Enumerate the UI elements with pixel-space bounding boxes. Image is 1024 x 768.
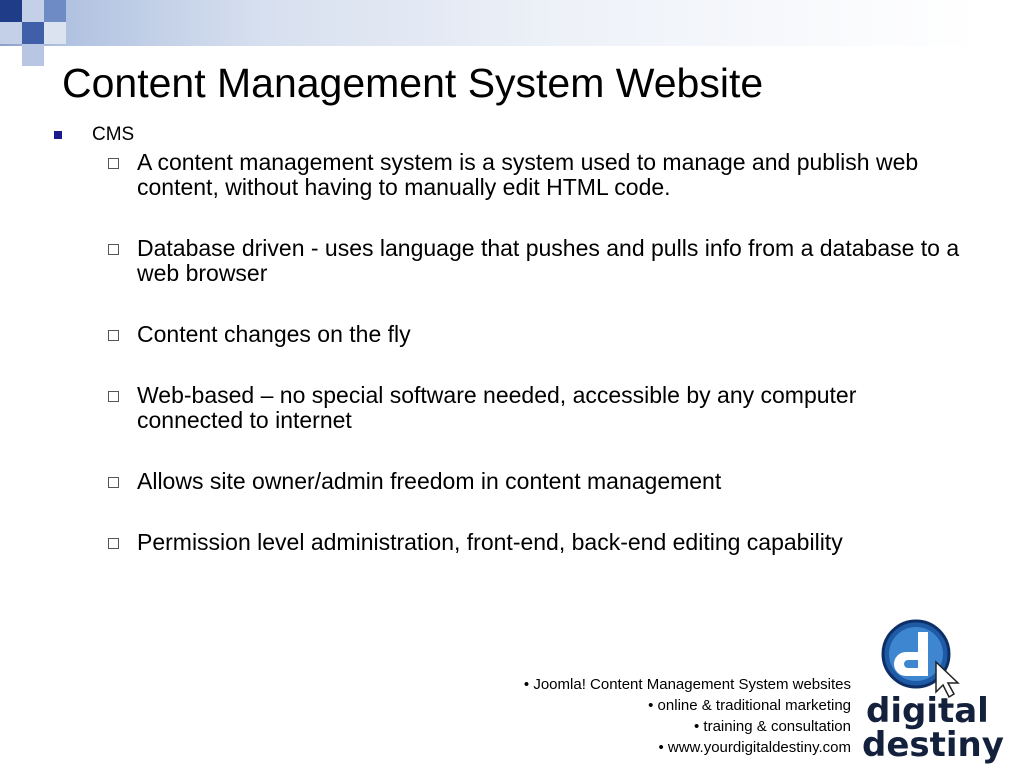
header-gradient-bar xyxy=(0,0,1024,46)
list-item-text: Web-based – no special software needed, accessible by any computer connected to internet xyxy=(137,382,857,433)
footer-line: • Joomla! Content Management System websites xyxy=(523,676,851,693)
decor-square xyxy=(22,44,44,66)
list-item xyxy=(104,383,964,469)
decor-square xyxy=(44,0,66,22)
list-item-text: Allows site owner/admin freedom in content management xyxy=(137,468,722,494)
decor-square xyxy=(22,22,44,44)
footer-line: • www.yourdigitaldestiny.com xyxy=(658,739,851,756)
hollow-square-bullet-icon xyxy=(108,244,119,255)
list-item xyxy=(104,530,964,570)
d-letter-circle-with-cursor-icon xyxy=(883,621,958,697)
logo-word-digital: digital xyxy=(866,691,989,731)
level1-label: CMS xyxy=(92,124,135,145)
list-item-text: Permission level administration, front-end, back-end editing capability xyxy=(137,529,843,555)
decor-square xyxy=(44,22,66,44)
hollow-square-bullet-icon xyxy=(108,477,119,488)
slide-title: Content Management System Website xyxy=(62,60,764,106)
footer-tagline xyxy=(524,674,851,758)
decor-square xyxy=(0,0,22,22)
bullet-list xyxy=(104,150,964,570)
footer-line: • training & consultation xyxy=(693,718,851,735)
list-item xyxy=(104,469,964,530)
list-item-text: Content changes on the fly xyxy=(137,321,411,347)
decor-square xyxy=(22,0,44,22)
footer-line: • online & traditional marketing xyxy=(648,697,851,714)
hollow-square-bullet-icon xyxy=(108,391,119,402)
list-item-text: Database driven - uses language that pushes and pulls info from a database to a web browser xyxy=(137,235,960,286)
square-bullet-icon xyxy=(54,131,62,139)
hollow-square-bullet-icon xyxy=(108,158,119,169)
list-item xyxy=(104,322,964,383)
logo-word-destiny: destiny xyxy=(862,725,1004,765)
decor-square xyxy=(0,22,22,44)
digital-destiny-logo xyxy=(858,618,1004,765)
hollow-square-bullet-icon xyxy=(108,330,119,341)
list-item-text: A content management system is a system used to manage and publish web content, without having to manually edit HTML code. xyxy=(137,149,919,200)
list-item xyxy=(104,236,964,322)
hollow-square-bullet-icon xyxy=(108,538,119,549)
list-item xyxy=(104,150,964,236)
